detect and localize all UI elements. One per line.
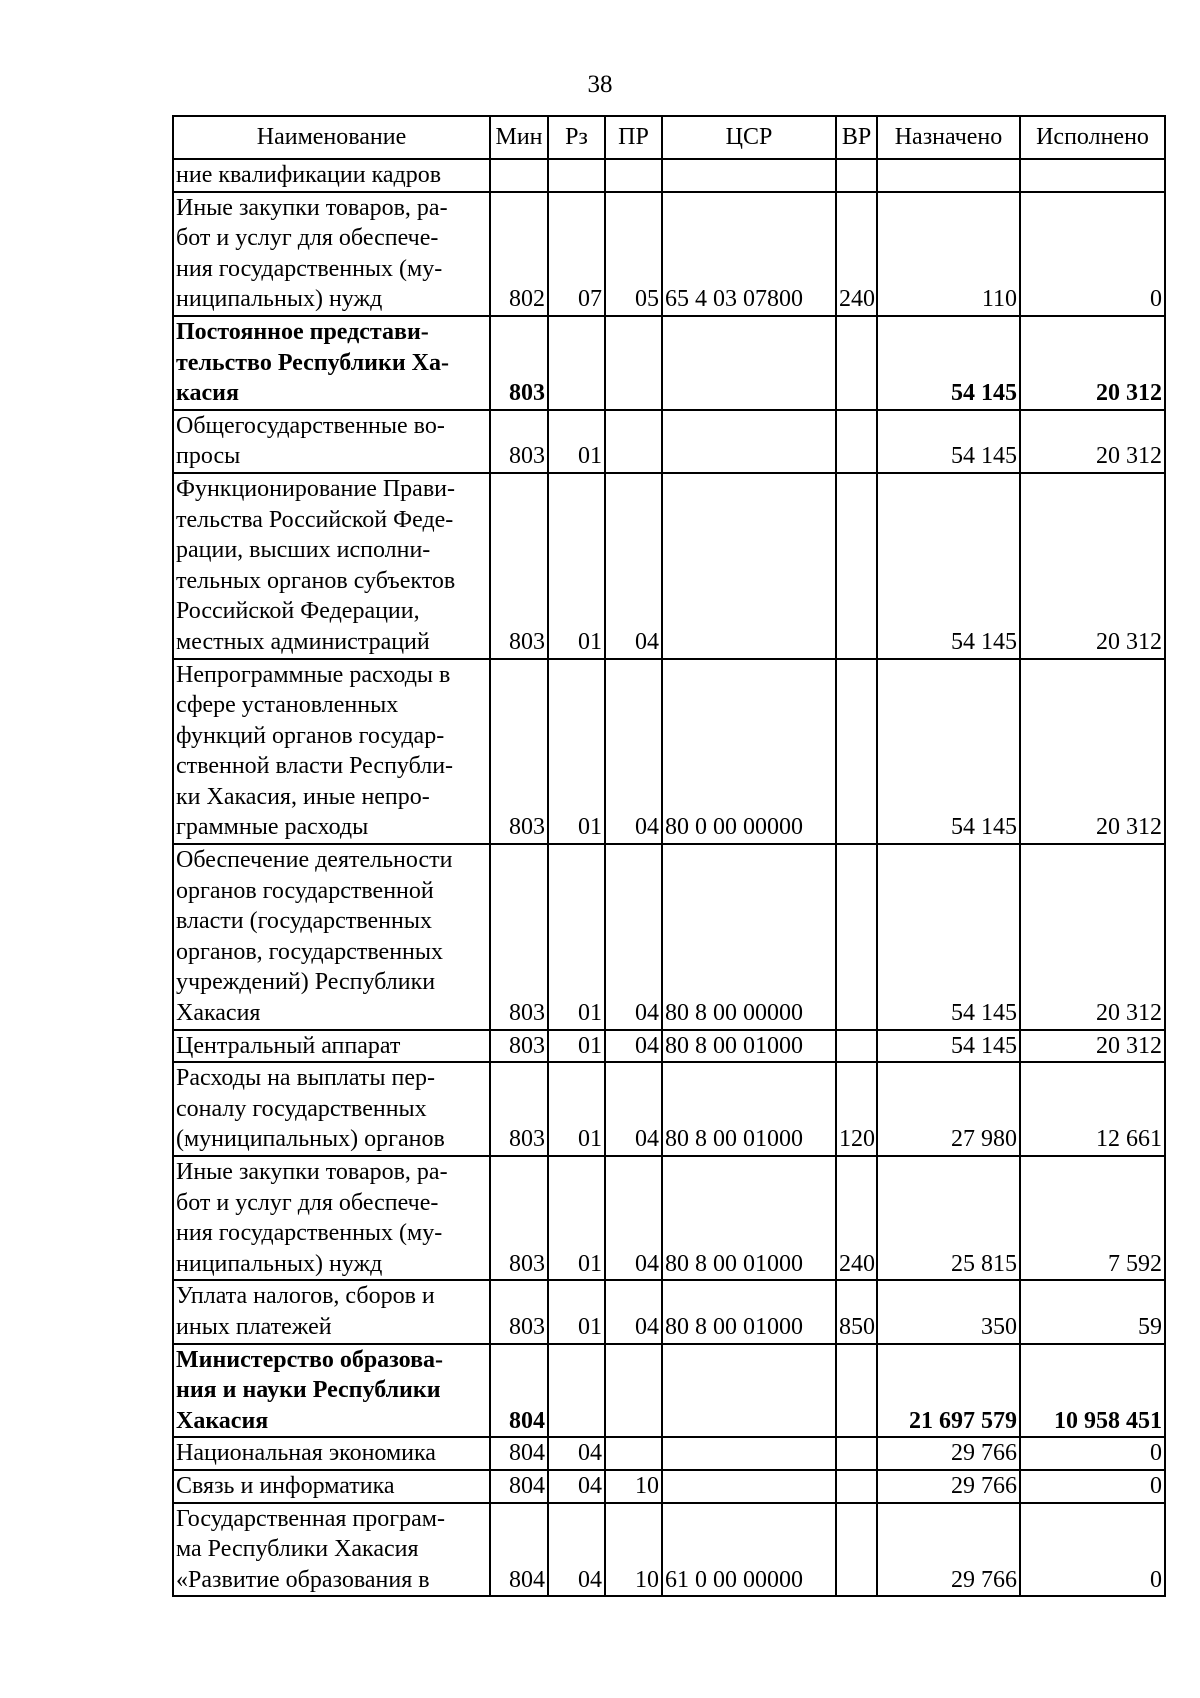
header-name: Наименование — [173, 116, 490, 159]
cell-assigned: 54 145 — [877, 410, 1020, 473]
name-line: ственной власти Республи- — [176, 753, 454, 780]
cell-executed — [1020, 159, 1165, 192]
cell-csr: 80 0 00 00000 — [662, 659, 836, 845]
cell-csr: 80 8 00 01000 — [662, 1062, 836, 1156]
cell-executed: 0 — [1020, 1470, 1165, 1503]
table-row — [173, 1062, 1165, 1156]
cell-min: 803 — [490, 659, 548, 845]
cell-name — [173, 844, 490, 1030]
header-csr: ЦСР — [662, 116, 836, 159]
cell-assigned: 27 980 — [877, 1062, 1020, 1156]
cell-min: 803 — [490, 1030, 548, 1063]
table-row — [173, 159, 1165, 192]
cell-csr — [662, 1344, 836, 1438]
cell-min: 804 — [490, 1344, 548, 1438]
cell-pr: 04 — [605, 473, 662, 659]
cell-min — [490, 159, 548, 192]
name-line: граммные расходы — [176, 814, 369, 841]
name-line: (муниципальных) органов — [176, 1126, 445, 1153]
cell-rz: 01 — [548, 410, 605, 473]
cell-csr: 80 8 00 01000 — [662, 1030, 836, 1063]
budget-table — [172, 115, 1166, 1597]
cell-pr — [605, 1344, 662, 1438]
cell-executed: 59 — [1020, 1280, 1165, 1343]
cell-vr: 850 — [836, 1280, 877, 1343]
cell-executed: 20 312 — [1020, 316, 1165, 410]
cell-min: 803 — [490, 473, 548, 659]
cell-executed: 20 312 — [1020, 1030, 1165, 1063]
name-line: касия — [176, 380, 239, 407]
cell-vr — [836, 473, 877, 659]
cell-executed: 20 312 — [1020, 844, 1165, 1030]
name-line: ниципальных) нужд — [176, 1250, 383, 1277]
cell-csr — [662, 410, 836, 473]
cell-csr — [662, 316, 836, 410]
table-row — [173, 659, 1165, 845]
header-rz: Рз — [548, 116, 605, 159]
cell-assigned: 54 145 — [877, 316, 1020, 410]
name-line: Национальная экономика — [176, 1440, 436, 1467]
name-line: Обеспечение деятельности — [176, 847, 453, 874]
cell-vr — [836, 1030, 877, 1063]
cell-rz: 04 — [548, 1470, 605, 1503]
header-assigned: Назначено — [877, 116, 1020, 159]
cell-name — [173, 410, 490, 473]
cell-executed: 12 661 — [1020, 1062, 1165, 1156]
name-line: органов государственной — [176, 877, 434, 904]
cell-rz: 01 — [548, 1156, 605, 1280]
cell-executed: 0 — [1020, 1437, 1165, 1470]
cell-name — [173, 473, 490, 659]
table-body — [173, 159, 1165, 1596]
cell-csr — [662, 473, 836, 659]
table-row — [173, 1503, 1165, 1597]
cell-csr: 65 4 03 07800 — [662, 192, 836, 316]
name-line: Хакасия — [176, 1407, 269, 1434]
name-line: сфере установленных — [176, 692, 399, 719]
name-line: Постоянное представи- — [176, 318, 429, 345]
cell-name — [173, 1437, 490, 1470]
cell-assigned: 25 815 — [877, 1156, 1020, 1280]
name-line: Непрограммные расходы в — [176, 661, 451, 688]
cell-pr — [605, 1437, 662, 1470]
cell-vr — [836, 1344, 877, 1438]
table-row — [173, 1030, 1165, 1063]
cell-min: 804 — [490, 1503, 548, 1597]
cell-csr: 61 0 00 00000 — [662, 1503, 836, 1597]
cell-rz: 01 — [548, 659, 605, 845]
table-row — [173, 1156, 1165, 1280]
name-line: учреждений) Республики — [176, 969, 436, 996]
cell-assigned: 54 145 — [877, 473, 1020, 659]
cell-name — [173, 1503, 490, 1597]
cell-executed: 0 — [1020, 192, 1165, 316]
cell-assigned: 29 766 — [877, 1437, 1020, 1470]
cell-rz: 04 — [548, 1437, 605, 1470]
cell-name — [173, 1344, 490, 1438]
header-vr: ВР — [836, 116, 877, 159]
cell-vr — [836, 1470, 877, 1503]
cell-vr — [836, 159, 877, 192]
name-line: власти (государственных — [176, 908, 432, 935]
cell-executed: 0 — [1020, 1503, 1165, 1597]
name-line: ния и науки Республики — [176, 1377, 441, 1404]
cell-name — [173, 192, 490, 316]
cell-assigned: 29 766 — [877, 1503, 1020, 1597]
cell-name — [173, 659, 490, 845]
table-row — [173, 473, 1165, 659]
cell-executed: 20 312 — [1020, 473, 1165, 659]
cell-vr — [836, 1503, 877, 1597]
cell-pr — [605, 316, 662, 410]
cell-assigned: 110 — [877, 192, 1020, 316]
cell-executed: 20 312 — [1020, 410, 1165, 473]
cell-min: 803 — [490, 1280, 548, 1343]
name-line: органов, государственных — [176, 938, 443, 965]
cell-min: 803 — [490, 1062, 548, 1156]
name-line: соналу государственных — [176, 1095, 427, 1122]
table-row — [173, 192, 1165, 316]
cell-name — [173, 1062, 490, 1156]
cell-pr — [605, 410, 662, 473]
cell-pr: 10 — [605, 1503, 662, 1597]
cell-name — [173, 1470, 490, 1503]
cell-min: 803 — [490, 410, 548, 473]
header-row — [173, 116, 1165, 159]
name-line: ки Хакасия, иные непро- — [176, 783, 430, 810]
cell-assigned: 54 145 — [877, 1030, 1020, 1063]
cell-pr — [605, 159, 662, 192]
name-line: Российской Федерации, — [176, 598, 420, 625]
cell-executed: 7 592 — [1020, 1156, 1165, 1280]
cell-assigned: 29 766 — [877, 1470, 1020, 1503]
name-line: Иные закупки товаров, ра- — [176, 194, 448, 221]
cell-rz — [548, 159, 605, 192]
cell-rz: 07 — [548, 192, 605, 316]
name-line: Министерство образова- — [176, 1346, 444, 1373]
cell-rz: 01 — [548, 844, 605, 1030]
name-line: Хакасия — [176, 1000, 261, 1027]
cell-assigned: 350 — [877, 1280, 1020, 1343]
name-line: «Развитие образования в — [176, 1566, 430, 1593]
cell-assigned: 21 697 579 — [877, 1344, 1020, 1438]
header-executed: Исполнено — [1020, 116, 1165, 159]
cell-assigned: 54 145 — [877, 844, 1020, 1030]
cell-vr: 240 — [836, 192, 877, 316]
cell-vr: 120 — [836, 1062, 877, 1156]
cell-min: 804 — [490, 1470, 548, 1503]
cell-vr — [836, 410, 877, 473]
cell-rz: 01 — [548, 473, 605, 659]
name-line: Связь и информатика — [176, 1472, 395, 1499]
table-row — [173, 1470, 1165, 1503]
name-line: ния государственных (му- — [176, 1220, 443, 1247]
page-number: 38 — [587, 71, 613, 98]
cell-min: 803 — [490, 844, 548, 1030]
cell-pr: 04 — [605, 1280, 662, 1343]
name-line: тельных органов субъектов — [176, 567, 456, 594]
cell-rz: 01 — [548, 1062, 605, 1156]
cell-min: 804 — [490, 1437, 548, 1470]
table-row — [173, 1344, 1165, 1438]
cell-name — [173, 159, 490, 192]
name-line: местных администраций — [176, 628, 430, 655]
cell-assigned — [877, 159, 1020, 192]
name-line: ниципальных) нужд — [176, 286, 383, 313]
name-line: функций органов государ- — [176, 722, 445, 749]
name-line: бот и услуг для обеспече- — [176, 225, 439, 252]
cell-executed: 20 312 — [1020, 659, 1165, 845]
cell-pr: 04 — [605, 844, 662, 1030]
table-row — [173, 1280, 1165, 1343]
name-line: Государственная програм- — [176, 1505, 445, 1532]
cell-min: 803 — [490, 1156, 548, 1280]
cell-pr: 05 — [605, 192, 662, 316]
cell-csr — [662, 1470, 836, 1503]
name-line: тельства Российской Феде- — [176, 506, 454, 533]
name-line: ние квалификации кадров — [176, 162, 442, 188]
name-line: ма Республики Хакасия — [176, 1536, 419, 1563]
table-row — [173, 316, 1165, 410]
name-line: Иные закупки товаров, ра- — [176, 1159, 448, 1185]
cell-vr — [836, 316, 877, 410]
cell-assigned: 54 145 — [877, 659, 1020, 845]
cell-executed: 10 958 451 — [1020, 1344, 1165, 1438]
cell-pr: 04 — [605, 1156, 662, 1280]
cell-min: 802 — [490, 192, 548, 316]
cell-rz: 01 — [548, 1280, 605, 1343]
cell-vr: 240 — [836, 1156, 877, 1280]
header-min: Мин — [490, 116, 548, 159]
cell-csr — [662, 159, 836, 192]
cell-pr: 04 — [605, 1062, 662, 1156]
name-line: иных платежей — [176, 1313, 332, 1340]
cell-pr: 04 — [605, 659, 662, 845]
cell-vr — [836, 1437, 877, 1470]
cell-name — [173, 316, 490, 410]
name-line: бот и услуг для обеспече- — [176, 1189, 439, 1216]
cell-vr — [836, 659, 877, 845]
name-line: Расходы на выплаты пер- — [176, 1065, 435, 1092]
cell-pr: 04 — [605, 1030, 662, 1063]
name-line: просы — [176, 443, 241, 470]
cell-csr: 80 8 00 01000 — [662, 1156, 836, 1280]
cell-csr: 80 8 00 01000 — [662, 1280, 836, 1343]
cell-rz — [548, 1344, 605, 1438]
cell-rz — [548, 316, 605, 410]
name-line: Функционирование Прави- — [176, 475, 455, 502]
table-row — [173, 1437, 1165, 1470]
cell-rz: 01 — [548, 1030, 605, 1063]
table-row — [173, 410, 1165, 473]
name-line: ния государственных (му- — [176, 255, 443, 282]
cell-name — [173, 1030, 490, 1063]
header-pr: ПР — [605, 116, 662, 159]
name-line: Центральный аппарат — [176, 1032, 401, 1059]
cell-name — [173, 1280, 490, 1343]
cell-rz: 04 — [548, 1503, 605, 1597]
name-line: Уплата налогов, сборов и — [176, 1283, 435, 1310]
table-row — [173, 844, 1165, 1030]
cell-csr — [662, 1437, 836, 1470]
cell-name — [173, 1156, 490, 1280]
cell-csr: 80 8 00 00000 — [662, 844, 836, 1030]
cell-min: 803 — [490, 316, 548, 410]
name-line: тельство Республики Ха- — [176, 349, 449, 376]
cell-pr: 10 — [605, 1470, 662, 1503]
name-line: Общегосударственные во- — [176, 412, 445, 439]
cell-vr — [836, 844, 877, 1030]
name-line: рации, высших исполни- — [176, 537, 431, 564]
